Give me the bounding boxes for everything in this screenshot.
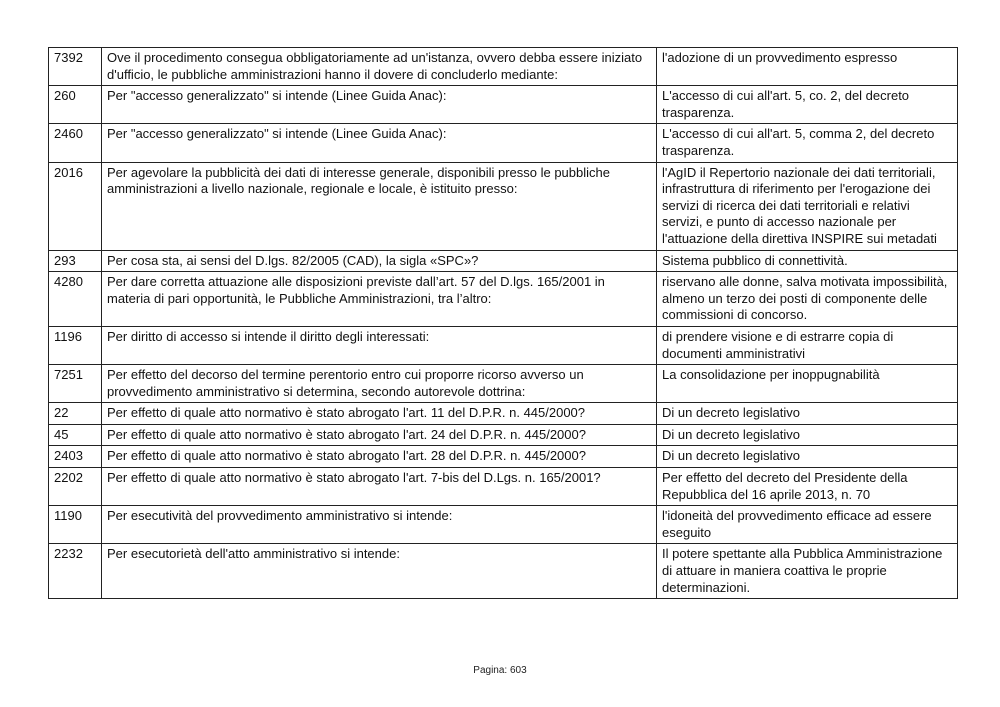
question-id: 7251	[49, 365, 102, 403]
question-text: Per "accesso generalizzato" si intende (Linee Guida Anac):	[102, 124, 657, 162]
question-text: Per esecutorietà dell'atto amministrativo si intende:	[102, 544, 657, 599]
question-id: 4280	[49, 272, 102, 327]
question-text: Per "accesso generalizzato" si intende (Linee Guida Anac):	[102, 86, 657, 124]
table-row	[49, 403, 958, 425]
question-text: Per effetto di quale atto normativo è stato abrogato l'art. 24 del D.P.R. n. 445/2000?	[102, 424, 657, 446]
question-id: 2016	[49, 162, 102, 250]
table-row	[49, 124, 958, 162]
answer-text: Il potere spettante alla Pubblica Amministrazione di attuare in maniera coattiva le proprie determinazioni.	[657, 544, 958, 599]
page-number: Pagina: 603	[473, 665, 527, 676]
question-text: Ove il procedimento consegua obbligatoriamente ad un'istanza, ovvero debba essere iniziato d'ufficio, le pubbliche amministrazioni hanno il dovere di concluderlo mediante:	[102, 48, 657, 86]
question-text: Per cosa sta, ai sensi del D.lgs. 82/2005 (CAD), la sigla «SPC»?	[102, 250, 657, 272]
table-row	[49, 468, 958, 506]
table-row	[49, 48, 958, 86]
table-row	[49, 162, 958, 250]
answer-text: L'accesso di cui all'art. 5, comma 2, del decreto trasparenza.	[657, 124, 958, 162]
question-text: Per effetto di quale atto normativo è stato abrogato l'art. 7-bis del D.Lgs. n. 165/2001?	[102, 468, 657, 506]
question-id: 1190	[49, 506, 102, 544]
table-row	[49, 326, 958, 364]
question-id: 2202	[49, 468, 102, 506]
answer-text: Di un decreto legislativo	[657, 403, 958, 425]
question-text: Per dare corretta attuazione alle disposizioni previste dall’art. 57 del D.lgs. 165/2001 in materia di pari opportunità, le Pubbliche Amministrazioni, tra l’altro:	[102, 272, 657, 327]
table-row	[49, 544, 958, 599]
question-id: 260	[49, 86, 102, 124]
question-id: 2232	[49, 544, 102, 599]
answer-text: riservano alle donne, salva motivata impossibilità, almeno un terzo dei posti di componente delle commissioni di concorso.	[657, 272, 958, 327]
table-row	[49, 365, 958, 403]
answer-text: L'accesso di cui all'art. 5, co. 2, del decreto trasparenza.	[657, 86, 958, 124]
table-row	[49, 506, 958, 544]
answer-text: l'idoneità del provvedimento efficace ad essere eseguito	[657, 506, 958, 544]
answer-text: l'adozione di un provvedimento espresso	[657, 48, 958, 86]
answer-text: Di un decreto legislativo	[657, 424, 958, 446]
question-id: 2403	[49, 446, 102, 468]
question-text: Per effetto del decorso del termine perentorio entro cui proporre ricorso avverso un provvedimento amministrativo si determina, secondo autorevole dottrina:	[102, 365, 657, 403]
answer-text: Per effetto del decreto del Presidente della Repubblica del 16 aprile 2013, n. 70	[657, 468, 958, 506]
answer-text: Di un decreto legislativo	[657, 446, 958, 468]
question-text: Per agevolare la pubblicità dei dati di interesse generale, disponibili presso le pubbliche amministrazioni a livello nazionale, regionale e locale, è istituito presso:	[102, 162, 657, 250]
question-id: 1196	[49, 326, 102, 364]
answer-text: La consolidazione per inoppugnabilità	[657, 365, 958, 403]
question-id: 22	[49, 403, 102, 425]
question-text: Per esecutività del provvedimento amministrativo si intende:	[102, 506, 657, 544]
question-id: 45	[49, 424, 102, 446]
question-text: Per effetto di quale atto normativo è stato abrogato l'art. 11 del D.P.R. n. 445/2000?	[102, 403, 657, 425]
answer-text: Sistema pubblico di connettività.	[657, 250, 958, 272]
table-row	[49, 272, 958, 327]
question-id: 293	[49, 250, 102, 272]
table-row	[49, 446, 958, 468]
question-text: Per diritto di accesso si intende il diritto degli interessati:	[102, 326, 657, 364]
question-text: Per effetto di quale atto normativo è stato abrogato l'art. 28 del D.P.R. n. 445/2000?	[102, 446, 657, 468]
question-id: 2460	[49, 124, 102, 162]
table-row	[49, 86, 958, 124]
answer-text: di prendere visione e di estrarre copia di documenti amministrativi	[657, 326, 958, 364]
question-id: 7392	[49, 48, 102, 86]
table-row	[49, 424, 958, 446]
quiz-table	[48, 47, 958, 599]
table-row	[49, 250, 958, 272]
answer-text: l'AgID il Repertorio nazionale dei dati territoriali, infrastruttura di riferimento per l'erogazione dei servizi di ricerca dei dati territoriali e relativi servizi, e punto di accesso nazionale per l'attuazione della direttiva INSPIRE sui metadati	[657, 162, 958, 250]
